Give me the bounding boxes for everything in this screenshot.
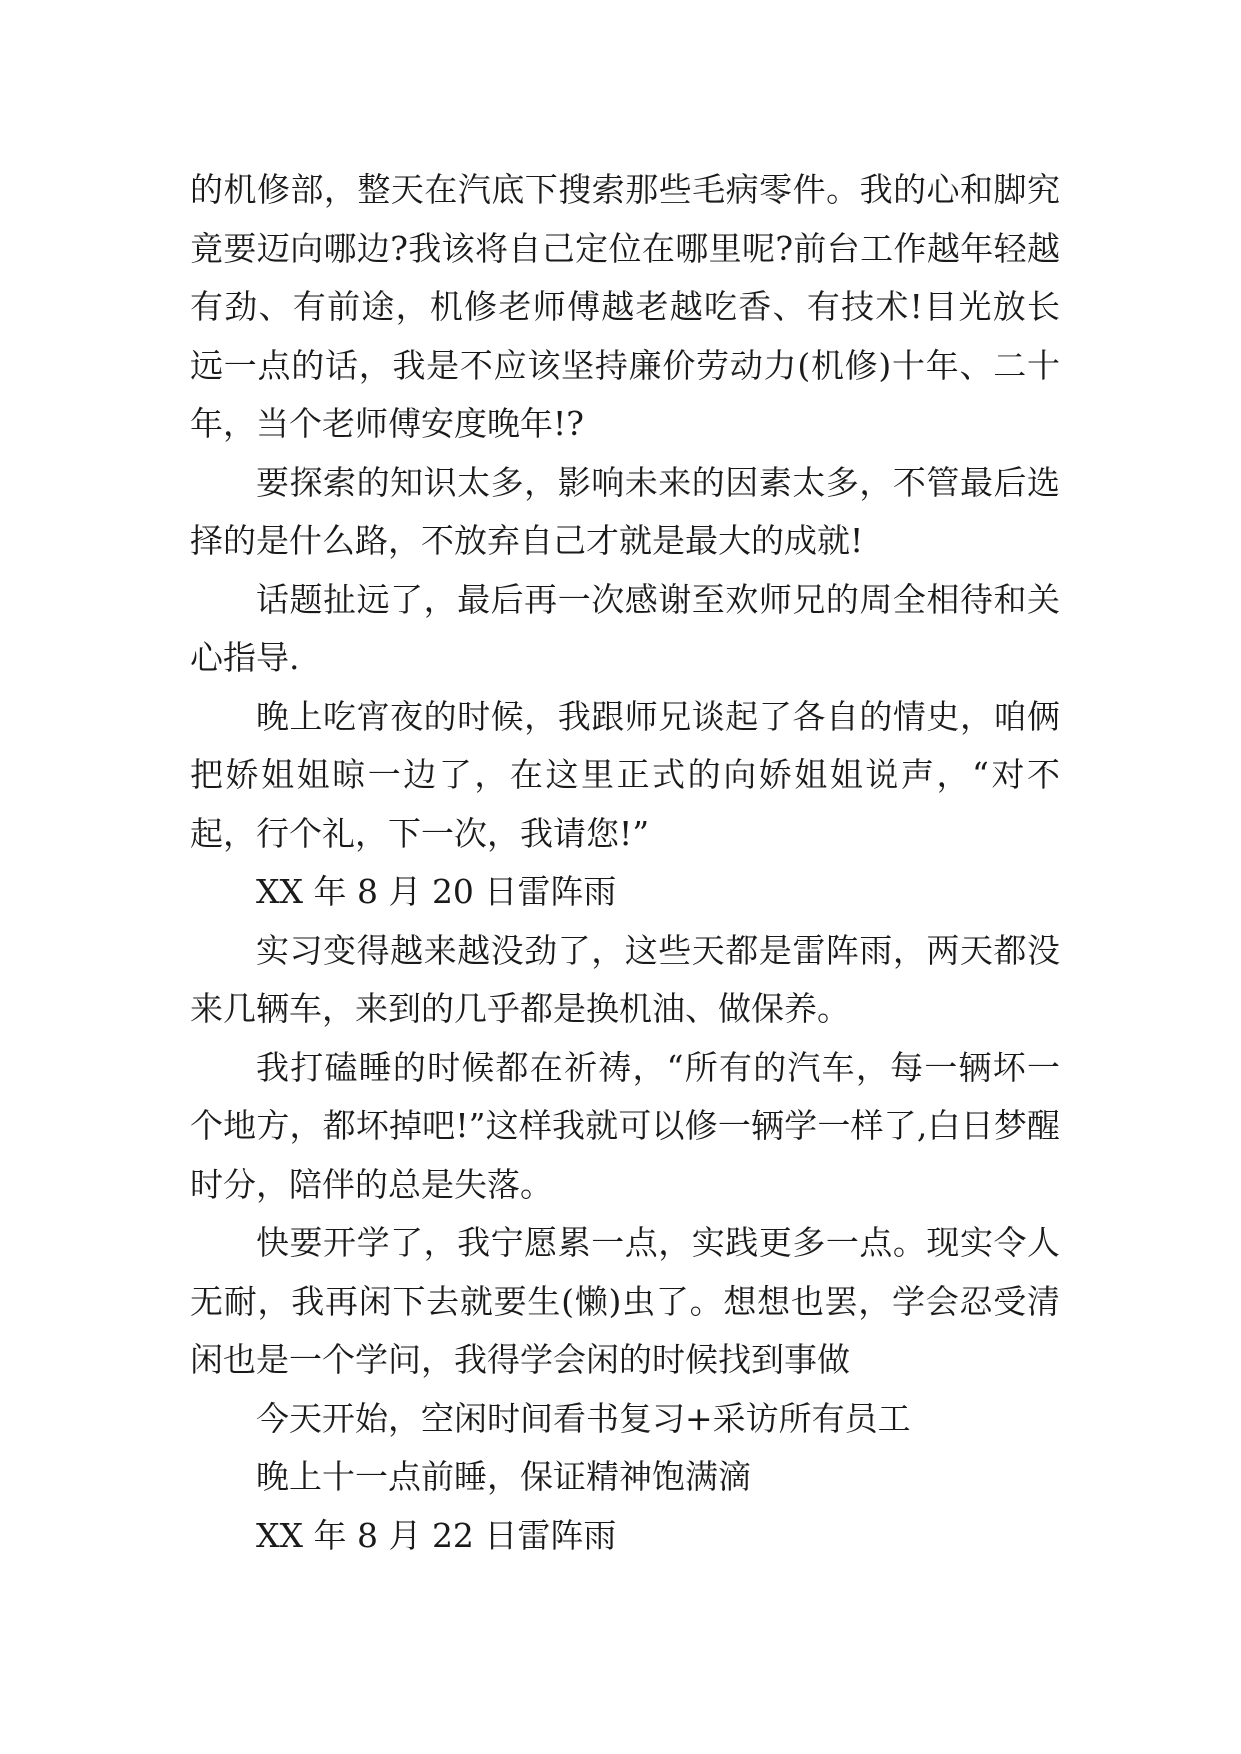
date-heading-aug-22: XX 年 8 月 22 日雷阵雨 — [256, 1515, 617, 1555]
plan-line-1: 今天开始，空闲时间看书复习+采访所有员工 — [256, 1398, 911, 1438]
paragraph-7: 快要开学了，我宁愿累一点，实践更多一点。现实令人无耐，我再闲下去就要生(懒)虫了。想想也罢，学会忍受清闲也是一个学问，我得学会闲的时候找到事做 — [190, 1223, 1060, 1379]
paragraph-5: 实习变得越来越没劲了，这些天都是雷阵雨，两天都没来几辆车，来到的几乎都是换机油、做保养。 — [190, 930, 1060, 1028]
paragraph-6: 我打磕睡的时候都在祈祷，“所有的汽车，每一辆坏一个地方，都坏掉吧!”这样我就可以修一辆学一样了,白日梦醒时分，陪伴的总是失落。 — [190, 1047, 1060, 1204]
date-heading-aug-20: XX 年 8 月 20 日雷阵雨 — [256, 872, 617, 911]
paragraph-2: 要探索的知识太多，影响未来的因素太多，不管最后选择的是什么路，不放弃自己才就是最大的成就! — [190, 462, 1060, 560]
paragraph-4: 晚上吃宵夜的时候，我跟师兄谈起了各自的情史，咱俩把娇姐姐晾一边了，在这里正式的向娇姐姐说声，“对不起，行个礼，下一次，我请您!” — [190, 696, 1060, 853]
document-body — [190, 161, 1060, 1565]
paragraph-1: 的机修部，整天在汽底下搜索那些毛病零件。我的心和脚究竟要迈向哪边?我该将自己定位在哪里呢?前台工作越年轻越有劲、有前途，机修老师傅越老越吃香、有技术!目光放长远一点的话，我是不应该坚持廉价劳动力(机修)十年、二十年，当个老师傅安度晚年!? — [190, 170, 1060, 443]
plan-line-2: 晚上十一点前睡，保证精神饱满滴 — [256, 1457, 751, 1496]
paragraph-3: 话题扯远了，最后再一次感谢至欢师兄的周全相待和关心指导. — [190, 579, 1060, 677]
